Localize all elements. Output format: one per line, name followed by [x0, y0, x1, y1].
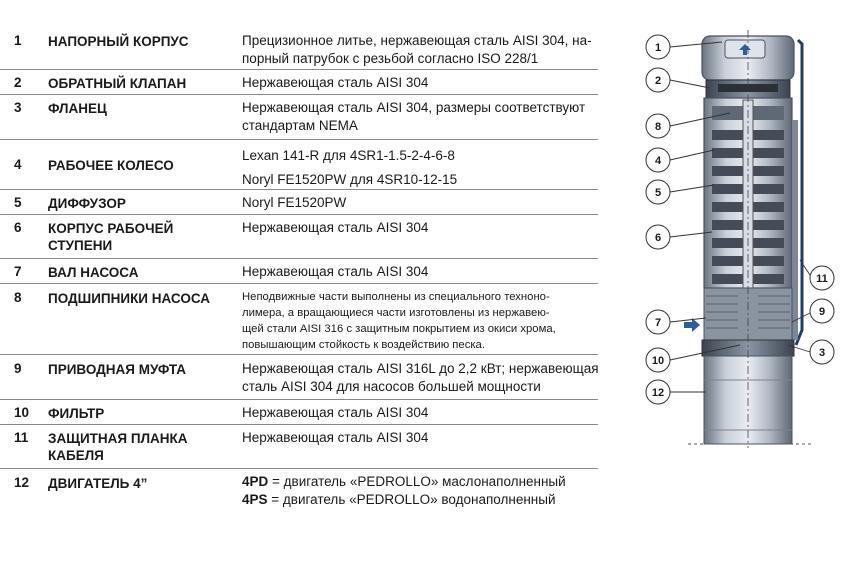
part-description: Noryl FE1520PW [242, 195, 347, 210]
row-number: 10 [14, 405, 30, 420]
table-row [0, 259, 598, 284]
part-description: Нержавеющая сталь AISI 316L до 2,2 кВт; нержавеющая сталь AISI 304 для насосов большей мощности [242, 361, 599, 394]
cable-guard [792, 120, 798, 340]
part-description: Нержавеющая сталь AISI 304 [242, 220, 429, 235]
svg-text:1: 1 [654, 42, 662, 54]
part-name: ДВИГАТЕЛЬ 4” [48, 476, 148, 491]
part-name: ЗАЩИТНАЯ ПЛАНКА КАБЕЛЯ [48, 431, 188, 463]
part-name: РАБОЧЕЕ КОЛЕСО [48, 158, 174, 173]
part-name: ДИФФУЗОР [48, 196, 126, 211]
table-row [0, 469, 598, 513]
svg-text:4: 4 [654, 155, 662, 167]
part-name: ПОДШИПНИКИ НАСОСА [48, 291, 210, 306]
part-description: Прецизионное литье, нержавеющая сталь AISI 304, на- порный патрубок с резьбой согласно ISO 228/1 [242, 33, 592, 66]
callout-6 [646, 225, 670, 249]
svg-text:5: 5 [654, 187, 662, 199]
callout-9 [810, 299, 834, 323]
part-description: Нержавеющая сталь AISI 304 [242, 430, 429, 445]
row-number: 1 [14, 33, 22, 48]
svg-text:11: 11 [816, 273, 828, 285]
svg-text:6: 6 [654, 232, 662, 244]
part-description: Нержавеющая сталь AISI 304, размеры соответствуют стандартам NEMA [242, 100, 586, 133]
table-row [0, 95, 598, 140]
table-row [0, 70, 598, 95]
callout-7 [646, 310, 670, 334]
table-row [0, 425, 598, 469]
part-name: КОРПУС РАБОЧЕЙ СТУПЕНИ [48, 221, 174, 253]
motor-line-4pd: 4PD = двигатель «PEDROLLO» маслонаполненный [242, 474, 566, 489]
callout-12 [646, 380, 670, 404]
row-number: 6 [14, 220, 22, 235]
part-description: Неподвижные части выполнены из специального техноно- лимера, а вращающиеся части изготовлены из нержавею- щей стали AISI 316 с защитным покрытием из окиси хрома, повышающим стойкость к воздействию песка. [242, 291, 556, 351]
svg-text:7: 7 [654, 317, 662, 329]
row-number: 12 [14, 475, 30, 490]
callout-4 [646, 148, 670, 172]
table-row [0, 30, 598, 70]
svg-text:12: 12 [651, 387, 665, 399]
row-number: 2 [14, 75, 22, 90]
part-name: ФЛАНЕЦ [48, 101, 107, 116]
svg-text:8: 8 [654, 121, 662, 133]
table-row [0, 284, 598, 355]
part-description: Нержавеющая сталь AISI 304 [242, 75, 429, 90]
table-row [0, 215, 598, 259]
table-row [0, 190, 598, 215]
callout-2 [646, 68, 670, 92]
part-description [242, 473, 598, 509]
part-description: Lexan 141-R для 4SR1-1.5-2-4-6-8 Noryl FE1520PW для 4SR10-12-15 [242, 148, 458, 187]
row-number: 11 [14, 430, 29, 445]
svg-text:10: 10 [651, 355, 665, 367]
part-name: ФИЛЬТР [48, 406, 105, 421]
pump-cutaway-diagram [630, 0, 850, 561]
table-row [0, 400, 598, 425]
part-name: ОБРАТНЫЙ КЛАПАН [48, 76, 187, 91]
part-name: НАПОРНЫЙ КОРПУС [48, 34, 189, 49]
callout-11 [810, 266, 834, 290]
table-row [0, 355, 598, 400]
row-number: 5 [14, 195, 22, 210]
row-number: 3 [14, 100, 22, 115]
callout-10 [646, 348, 670, 372]
part-description: Нержавеющая сталь AISI 304 [242, 405, 429, 420]
part-name: ВАЛ НАСОСА [48, 265, 139, 280]
svg-text:2: 2 [654, 75, 662, 87]
callout-3 [810, 340, 834, 364]
row-number: 8 [14, 290, 22, 305]
part-description: Нержавеющая сталь AISI 304 [242, 264, 429, 279]
part-name: ПРИВОДНАЯ МУФТА [48, 362, 186, 377]
callout-8 [646, 114, 670, 138]
table-row [0, 140, 598, 190]
callout-5 [646, 180, 670, 204]
callout-1 [646, 35, 670, 59]
row-number: 4 [14, 157, 22, 172]
svg-text:9: 9 [818, 306, 826, 318]
svg-text:3: 3 [818, 347, 826, 359]
row-number: 9 [14, 361, 22, 376]
motor-line-4ps: 4PS = двигатель «PEDROLLO» водонаполненный [242, 492, 556, 507]
row-number: 7 [14, 264, 22, 279]
